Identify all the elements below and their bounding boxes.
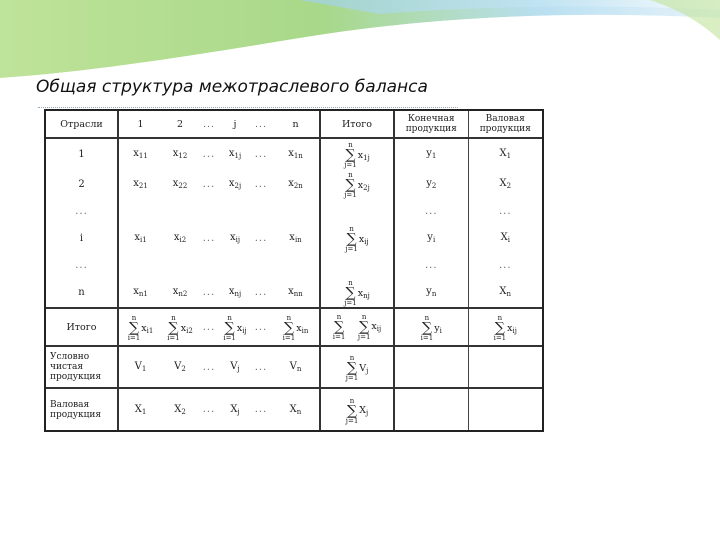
flow-cell: $x_{22}$ [172,178,188,190]
flow-cell [162,253,198,277]
flow-cell: $x_{nn}$ [272,277,320,308]
sigma-icon: n ∑ i=1 [493,314,507,342]
flow-cell: $x_{ij}$ [229,232,241,244]
row-sum-cell: n ∑ j=1 $x_{ij}$ [320,223,394,253]
final-product-cell: $y_1$ [394,138,468,169]
flow-cell: ... [202,148,216,160]
row-sum-cell [320,253,394,277]
flow-cell [162,199,198,223]
table-row [46,253,542,277]
empty-cell [394,388,468,430]
column-sum-cell: n ∑ i=1 $x_{i2}$ [162,308,198,346]
final-product-cell: $y_2$ [394,169,468,199]
net-product-row [46,346,542,388]
slide-title: Общая структура межотраслевого баланса [36,77,428,97]
flow-cell [198,199,220,223]
sigma-icon: n ∑ j=1 [344,279,357,307]
total-final-cell: n ∑ i=1 $y_i$ [394,308,468,346]
table-row [46,223,542,253]
flow-cell [118,199,162,223]
total-row-label: Итого [46,308,118,346]
gross-product-row [46,388,542,430]
empty-cell [468,346,542,388]
sigma-icon: n ∑ j=1 [345,396,359,425]
row-sum-cell: n ∑ j=1 $x_{2j}$ [320,169,394,199]
value-cell: ... [202,404,216,415]
value-cell: $X_n$ [272,388,320,430]
row-label: ... [46,253,118,277]
flow-cell: ... [198,277,220,308]
total-row [46,308,542,346]
flow-cell: ... [202,232,216,244]
header-col-n: n [272,111,320,138]
gross-product-sum: n ∑ j=1 $X_j$ [320,388,394,430]
row-sum-cell: n ∑ j=1 $x_{nj}$ [320,277,394,308]
table-header-row [46,111,542,138]
sigma-icon: n ∑ i=1 [167,314,180,342]
value-cell: ... [198,346,220,388]
row-label: ... [46,199,118,223]
balance-table [44,109,544,432]
header-final-product: Конечная продукция [394,111,468,138]
row-label: 2 [46,169,118,199]
value-cell: $V_j$ [220,346,250,388]
row-sum-cell: n ∑ j=1 $x_{1j}$ [320,138,394,169]
table-row [46,277,542,308]
header-gross-product: Валовая продукция [468,111,542,138]
gross-product-cell: ... [498,205,512,217]
value-cell: $X_1$ [134,403,147,416]
flow-cell: $x_{1j}$ [228,148,242,160]
sigma-icon: n ∑ i=1 [223,314,236,342]
value-cell: ... [254,404,268,415]
column-sum-cell: ... [250,308,272,346]
total-gross-cell: n ∑ i=1 $x_{ij}$ [468,308,542,346]
final-product-cell: $y_i$ [394,223,468,253]
column-sum-cell: n ∑ i=1 $x_{ij}$ [220,308,250,346]
gross-product-label: Валовая продукция [46,388,118,430]
header-col-2: 2 [162,111,198,138]
row-label: i [46,223,118,253]
flow-cell: $x_{2n}$ [272,169,320,199]
sigma-icon: n ∑ j=1 [357,312,371,341]
flow-cell: ... [202,178,216,190]
header-col-1: 1 [118,111,162,138]
flow-cell: $x_{21}$ [133,178,148,190]
table-row [46,199,542,223]
final-product-cell: ... [394,253,468,277]
net-product-label: Условно чистая продукция [46,346,118,388]
flow-cell: $x_{in}$ [272,223,320,253]
sigma-icon: n ∑ j=1 [344,141,357,169]
flow-cell [220,253,250,277]
sigma-icon: n ∑ i=1 [127,314,141,342]
flow-cell: $x_{12}$ [172,148,188,160]
header-total: Итого [320,111,394,138]
flow-cell: ... [254,178,268,190]
flow-cell [272,253,320,277]
table-row [46,138,542,169]
gross-product-cell: ... [498,259,512,271]
value-cell: ... [250,346,272,388]
gross-product-cell: $X_2$ [499,178,512,190]
column-sum-cell: n ∑ i=1 $x_{in}$ [272,308,320,346]
column-sum-cell: n ∑ i=1 $x_{i1}$ [118,308,162,346]
flow-cell [118,253,162,277]
value-cell: $X_j$ [230,403,240,416]
final-product-cell: $y_n$ [394,277,468,308]
flow-cell: ... [254,232,268,244]
flow-cell: $x_{n1}$ [118,277,162,308]
row-label: 1 [46,138,118,169]
gross-product-cell: $X_1$ [499,148,512,160]
grand-total-cell: n ∑ i=1 n ∑ j=1 $x_{ij}$ [320,308,394,346]
row-label: n [46,277,118,308]
flow-cell: $x_{11}$ [133,148,148,160]
sigma-icon: n ∑ j=1 [344,171,357,199]
sigma-icon: n ∑ j=1 [345,354,359,382]
flow-cell [198,253,220,277]
flow-cell: ... [254,148,268,160]
sigma-icon: n ∑ i=1 [332,312,346,341]
flow-cell: $x_{n2}$ [162,277,198,308]
column-sum-cell: ... [198,308,220,346]
sigma-icon: n ∑ j=1 [345,225,358,253]
empty-cell [394,346,468,388]
header-col-j: j [220,111,250,138]
sigma-icon: n ∑ i=1 [420,314,434,342]
flow-cell: $x_{2j}$ [228,178,242,190]
value-cell: $V_1$ [118,346,162,388]
flow-cell [272,199,320,223]
header-col-dots: ... [250,111,272,138]
flow-cell: $x_{i1}$ [134,232,147,244]
flow-cell [250,199,272,223]
header-branches: Отрасли [46,111,118,138]
empty-cell [468,388,542,430]
flow-cell: $x_{1n}$ [272,138,320,169]
value-cell: $X_2$ [174,403,186,416]
value-cell: $V_n$ [272,346,320,388]
gross-product-cell: $X_i$ [500,232,510,244]
row-sum-cell [320,199,394,223]
sigma-icon: n ∑ i=1 [282,314,296,342]
flow-cell: ... [250,277,272,308]
final-product-cell: ... [394,199,468,223]
flow-cell: $x_{i2}$ [173,232,187,244]
flow-cell: $x_{nj}$ [220,277,250,308]
net-product-sum: n ∑ j=1 $V_j$ [320,346,394,388]
flow-cell [250,253,272,277]
header-col-dots: ... [198,111,220,138]
value-cell: $V_2$ [162,346,198,388]
gross-product-cell: $X_n$ [468,277,542,308]
table-row [46,169,542,199]
flow-cell [220,199,250,223]
